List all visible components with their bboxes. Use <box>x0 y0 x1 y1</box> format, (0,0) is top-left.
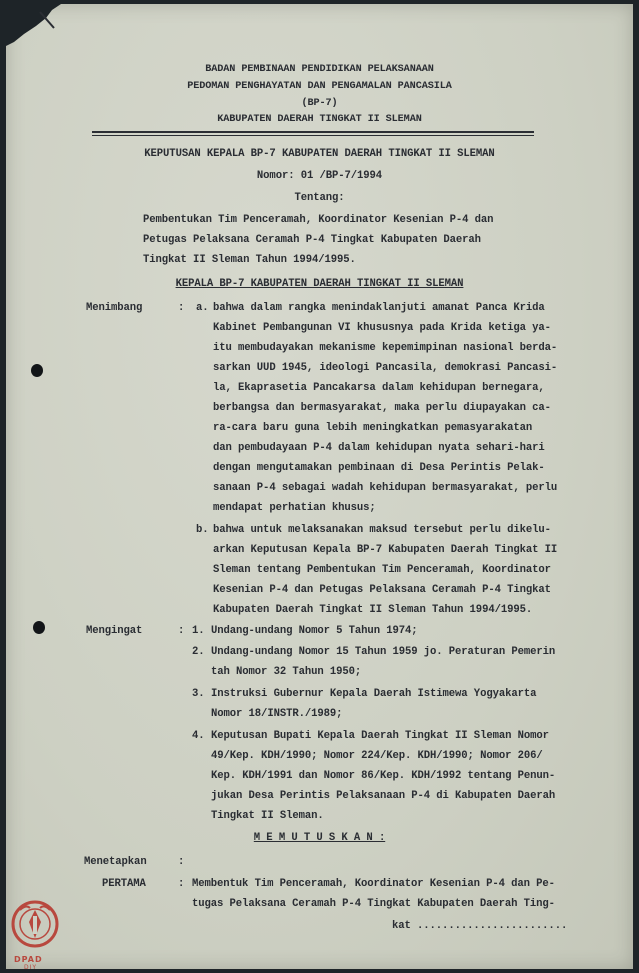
menimbang-b-marker: b. <box>196 524 209 536</box>
pertama-label: PERTAMA <box>102 878 146 890</box>
menimbang-a-line-6: berbangsa dan bermasyarakat, maka perlu diupayakan ca- <box>213 402 551 414</box>
mengingat-4-marker: 4. <box>192 730 205 742</box>
menimbang-a-line-8: dan pembudayaan P-4 dalam kehidupan nyata sehari-hari <box>213 442 545 454</box>
punch-hole-bottom <box>33 621 45 634</box>
mengingat-4-line-4: jukan Desa Perintis Pelaksanaan P-4 di Kabupaten Daerah <box>211 790 556 802</box>
document-page <box>6 4 633 969</box>
menetapkan-label: Menetapkan <box>84 856 147 868</box>
subject-line-3: Tingkat II Sleman Tahun 1994/1995. <box>143 254 356 266</box>
mengingat-2-line-1: Undang-undang Nomor 15 Tahun 1959 jo. Peraturan Pemerin <box>211 646 556 658</box>
mengingat-4-line-5: Tingkat II Sleman. <box>211 810 324 822</box>
pertama-line-3: kat ........................ <box>392 920 568 932</box>
mengingat-1-line-1: Undang-undang Nomor 5 Tahun 1974; <box>211 625 418 637</box>
menimbang-b-line-2: arkan Keputusan Kepala BP-7 Kabupaten Daerah Tingkat II <box>213 544 558 556</box>
header-line-3: (BP-7) <box>301 98 338 109</box>
decree-number: Nomor: 01 /BP-7/1994 <box>256 170 383 182</box>
mengingat-3-line-1: Instruksi Gubernur Kepala Daerah Istimewa Yogyakarta <box>211 688 537 700</box>
menimbang-a-line-9: dengan mengutamakan pembinaan di Desa Perintis Pelak- <box>213 462 545 474</box>
header-line-1: BADAN PEMBINAAN PENDIDIKAN PELAKSANAAN <box>205 64 434 75</box>
subject-line-1: Pembentukan Tim Penceramah, Koordinator Kesenian P-4 dan <box>143 214 494 226</box>
menimbang-a-line-5: la, Ekaprasetia Pancakarsa dalam kehidupan bernegara, <box>213 382 545 394</box>
header-rule <box>92 131 534 133</box>
pertama-colon: : <box>178 878 185 890</box>
decree-title: KEPUTUSAN KEPALA BP-7 KABUPATEN DAERAH TINGKAT II SLEMAN <box>144 148 495 160</box>
memutuskan-heading: M E M U T U S K A N : <box>253 832 386 844</box>
menimbang-a-marker: a. <box>196 302 209 314</box>
archive-logo-label: DPAD <box>14 955 43 964</box>
mengingat-label: Mengingat <box>86 625 143 637</box>
menimbang-a-line-7: ra-cara baru guna lebih meningkatkan pemasyarakatan <box>213 422 533 434</box>
header-line-4: KABUPATEN DAERAH TINGKAT II SLEMAN <box>217 114 422 125</box>
archive-logo-sublabel: DIY <box>24 964 38 971</box>
subject-line-2: Petugas Pelaksana Ceramah P-4 Tingkat Kabupaten Daerah <box>143 234 481 246</box>
torn-corner <box>6 4 61 46</box>
authority-heading: KEPALA BP-7 KABUPATEN DAERAH TINGKAT II SLEMAN <box>175 278 464 290</box>
punch-hole-top <box>31 364 43 377</box>
menimbang-a-line-3: itu membudayakan mekanisme kepemimpinan nasional berda- <box>213 342 558 354</box>
mengingat-4-line-1: Keputusan Bupati Kepala Daerah Tingkat II Sleman Nomor <box>211 730 549 742</box>
mengingat-colon: : <box>178 625 185 637</box>
menimbang-b-line-1: bahwa untuk melaksanakan maksud tersebut perlu dikelu- <box>213 524 551 536</box>
menimbang-colon: : <box>178 302 185 314</box>
header-line-2: PEDOMAN PENGHAYATAN DAN PENGAMALAN PANCASILA <box>187 81 452 92</box>
pertama-line-1: Membentuk Tim Penceramah, Koordinator Kesenian P-4 dan Pe- <box>192 878 555 890</box>
header-rule-thin <box>92 135 534 136</box>
mengingat-3-marker: 3. <box>192 688 205 700</box>
menetapkan-colon: : <box>178 856 185 868</box>
pertama-line-2: tugas Pelaksana Ceramah P-4 Tingkat Kabupaten Daerah Ting- <box>192 898 555 910</box>
menimbang-a-line-11: mendapat perhatian khusus; <box>213 502 376 514</box>
menimbang-a-line-2: Kabinet Pembangunan VI khususnya pada Krida ketiga ya- <box>213 322 551 334</box>
mengingat-1-marker: 1. <box>192 625 205 637</box>
menimbang-a-line-10: sanaan P-4 sebagai wadah kehidupan bermasyarakat, perlu <box>213 482 558 494</box>
about-label: Tentang: <box>294 192 345 204</box>
mengingat-2-marker: 2. <box>192 646 205 658</box>
menimbang-a-line-4: sarkan UUD 1945, ideologi Pancasila, demokrasi Pancasi- <box>213 362 558 374</box>
menimbang-b-line-4: Kesenian P-4 dan Petugas Pelaksana Ceramah P-4 Tingkat <box>213 584 551 596</box>
menimbang-label: Menimbang <box>86 302 143 314</box>
mengingat-4-line-3: Kep. KDH/1991 dan Nomor 86/Kep. KDH/1992 tentang Penun- <box>211 770 556 782</box>
menimbang-b-line-5: Kabupaten Daerah Tingkat II Sleman Tahun 1994/1995. <box>213 604 533 616</box>
mengingat-3-line-2: Nomor 18/INSTR./1989; <box>211 708 343 720</box>
mengingat-4-line-2: 49/Kep. KDH/1990; Nomor 224/Kep. KDH/1990; Nomor 206/ <box>211 750 543 762</box>
mengingat-2-line-2: tah Nomor 32 Tahun 1950; <box>211 666 362 678</box>
menimbang-a-line-1: bahwa dalam rangka menindaklanjuti amanat Panca Krida <box>213 302 545 314</box>
menimbang-b-line-3: Sleman tentang Pembentukan Tim Penceramah, Koordinator <box>213 564 551 576</box>
